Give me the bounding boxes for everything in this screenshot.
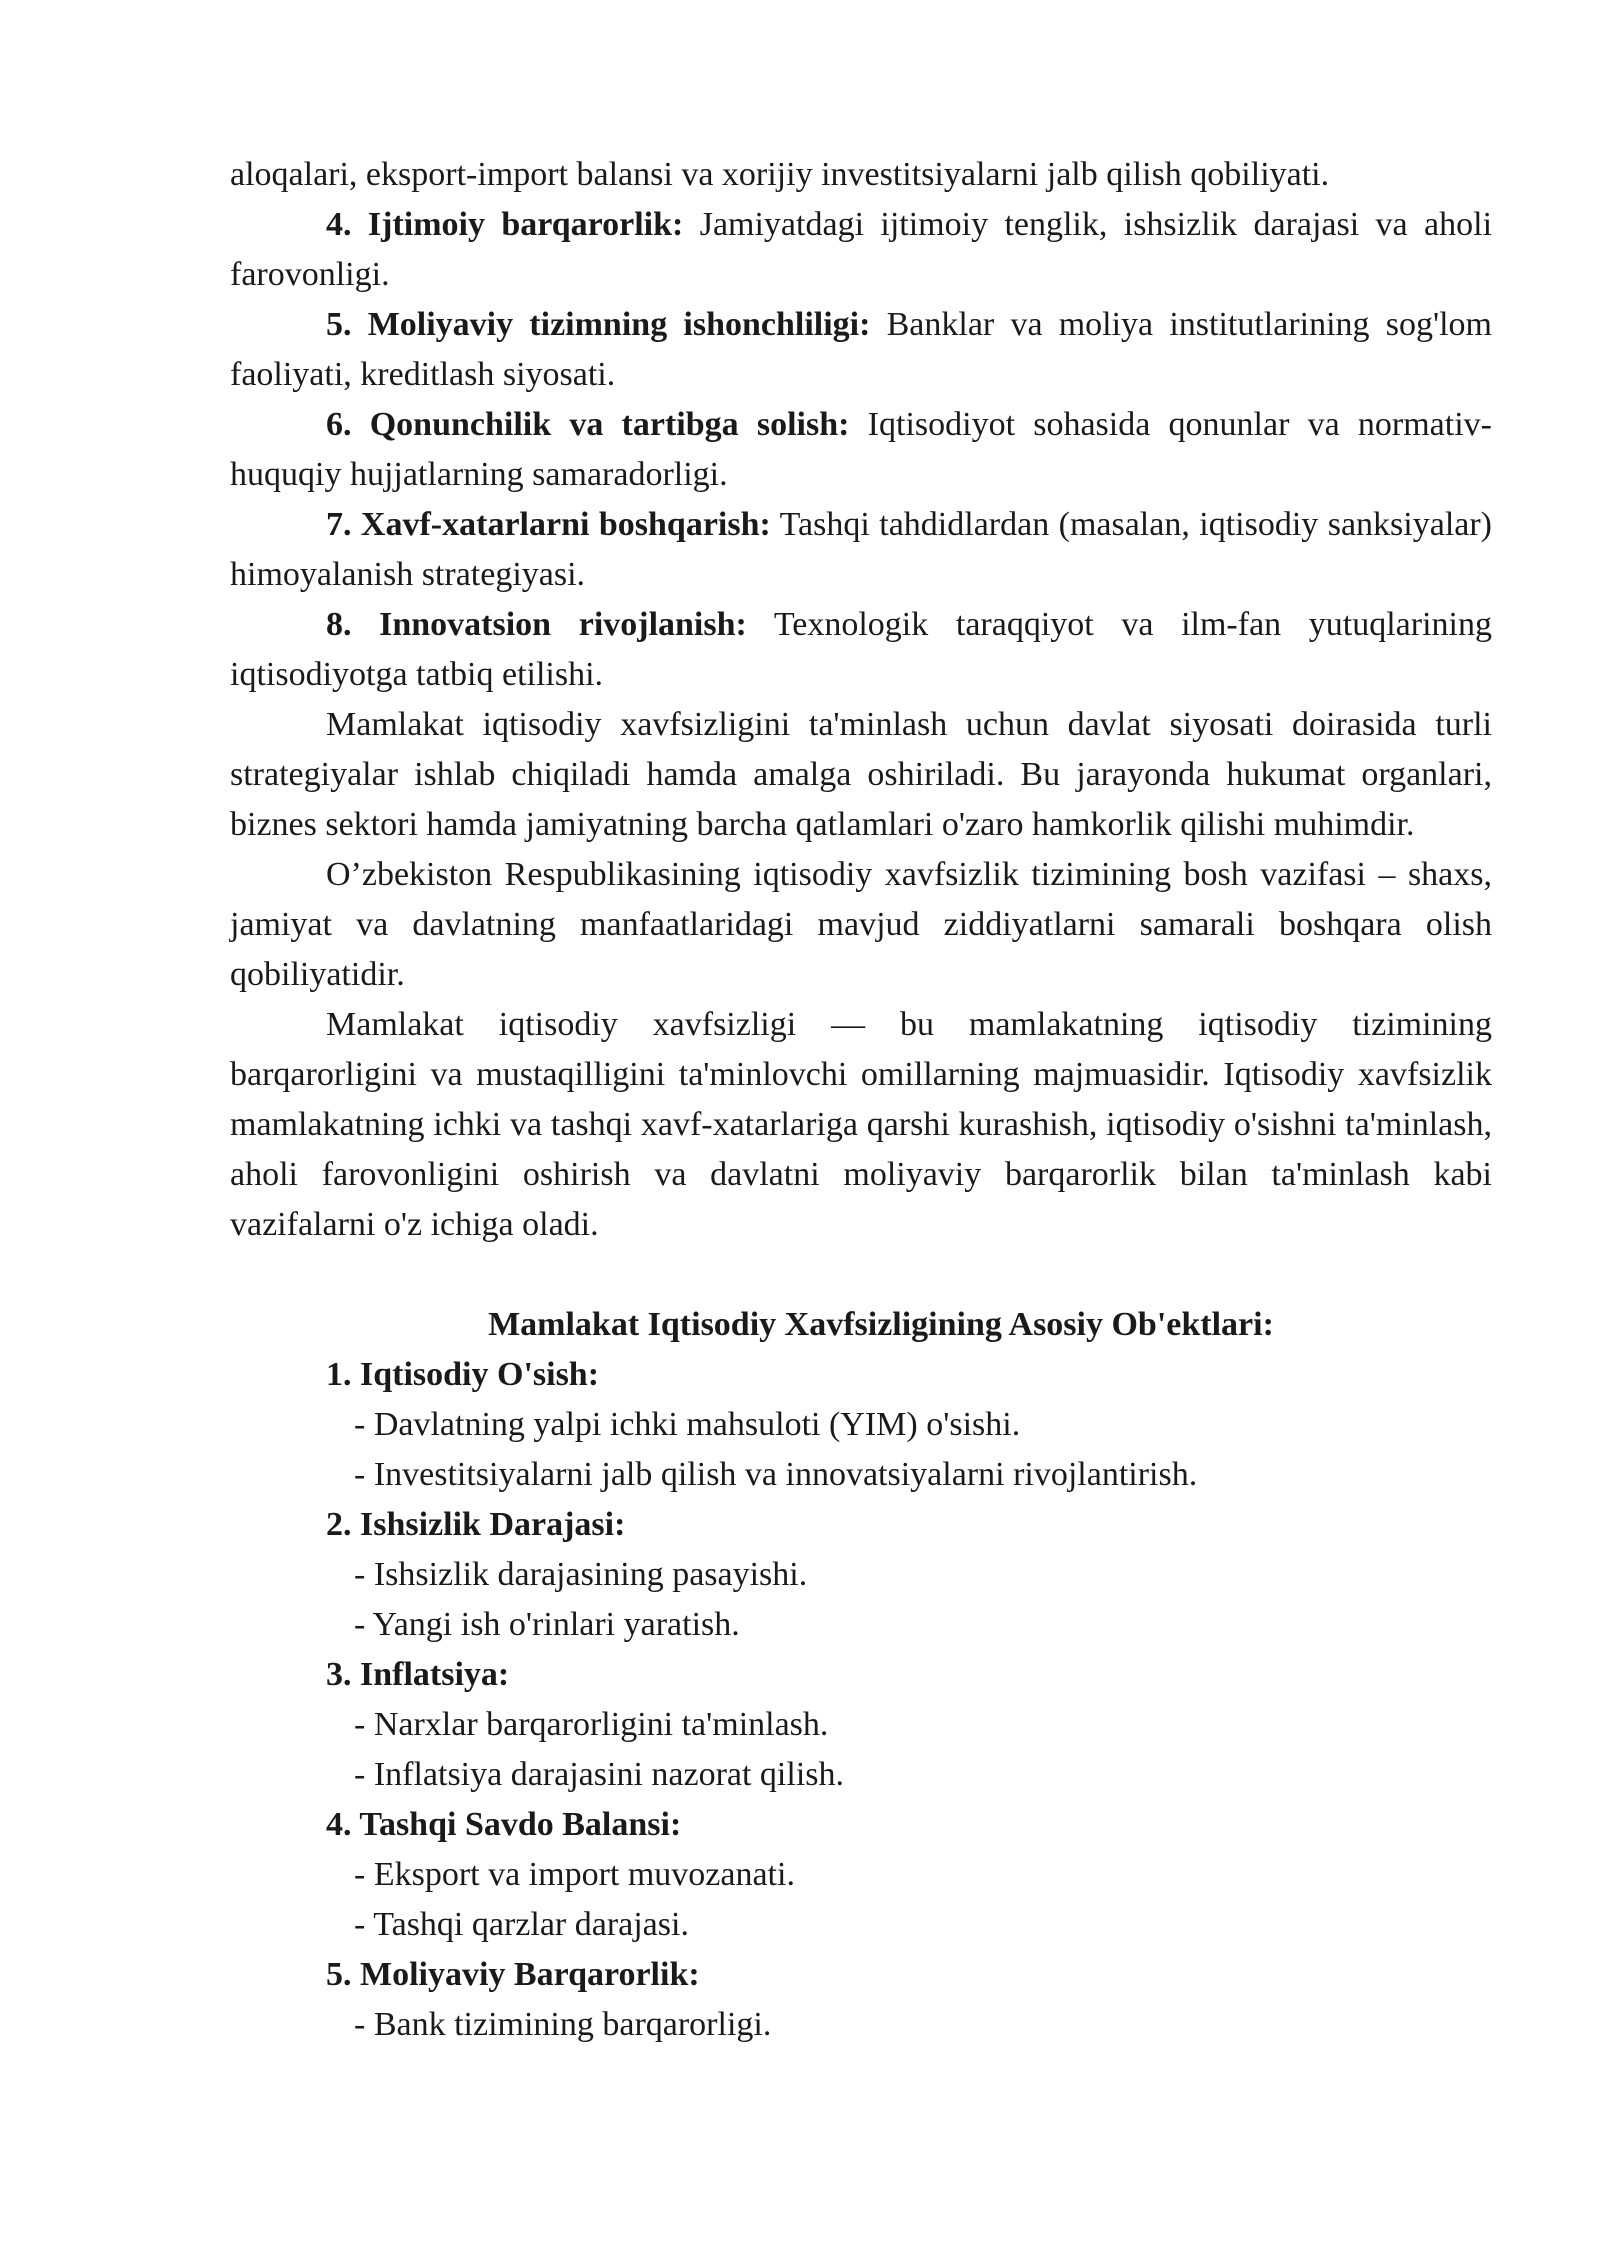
object-2-item-b: - Yangi ish o'rinlari yaratish.: [354, 1606, 740, 1643]
object-1-item-a: - Davlatning yalpi ichki mahsuloti (YIM) o'sishi.: [354, 1406, 1021, 1443]
factor-8-text: Texnologik taraqqiyot va ilm-fan yutuqlarining iqtisodiyotga tatbiq etilishi.: [230, 606, 1492, 693]
object-3-item-b: - Inflatsiya darajasini nazorat qilish.: [354, 1756, 844, 1793]
factor-6-text: Iqtisodiyot sohasida qonunlar va normativ-huquqiy hujjatlarning samaradorligi.: [230, 406, 1492, 493]
paragraph-strategy: Mamlakat iqtisodiy xavfsizligini ta'minlash uchun davlat siyosati doirasida turli strategiyalar ishlab chiqiladi hamda amalga oshiriladi. Bu jarayonda hukumat organlari, biznes sektori hamda jamiyatning barcha qatlamlari o'zaro hamkorlik qilishi muhimdir.: [230, 706, 1492, 843]
factor-5-text: Banklar va moliya institutlarining sog'lom faoliyati, kreditlash siyosati.: [230, 306, 1492, 393]
factor-8-label: 8. Innovatsion rivojlanish:: [326, 606, 747, 643]
factor-5: [230, 300, 1492, 400]
factor-7-text: Tashqi tahdidlardan (masalan, iqtisodiy sanksiyalar) himoyalanish strategiyasi.: [230, 506, 1492, 593]
object-4-title: 4. Tashqi Savdo Balansi:: [326, 1806, 682, 1843]
object-1-item-b: - Investitsiyalarni jalb qilish va innovatsiyalarni rivojlantirish.: [354, 1456, 1198, 1493]
factor-4-label: 4. Ijtimoiy barqarorlik:: [326, 206, 684, 243]
document-page: [230, 150, 1492, 2050]
section-heading: Mamlakat Iqtisodiy Xavfsizligining Asosiy Ob'ektlari:: [488, 1306, 1274, 1343]
factor-7: [230, 500, 1492, 600]
object-2-title: 2. Ishsizlik Darajasi:: [326, 1506, 626, 1543]
factor-5-label: 5. Moliyaviy tizimning ishonchliligi:: [326, 306, 871, 343]
factor-4: [230, 200, 1492, 300]
object-3-item-a: - Narxlar barqarorligini ta'minlash.: [354, 1706, 829, 1743]
paragraph-main-task: O’zbekiston Respublikasining iqtisodiy xavfsizlik tizimining bosh vazifasi – shaxs, jamiyat va davlatning manfaatlaridagi mavjud ziddiyatlarni samarali boshqara olish qobiliyatidir.: [230, 856, 1492, 993]
object-4-item-b: - Tashqi qarzlar darajasi.: [354, 1906, 689, 1943]
section-gap: [230, 1250, 1492, 1300]
object-3-title: 3. Inflatsiya:: [326, 1656, 510, 1693]
factor-7-label: 7. Xavf-xatarlarni boshqarish:: [326, 506, 771, 543]
factor-8: [230, 600, 1492, 700]
object-2-item-a: - Ishsizlik darajasining pasayishi.: [354, 1556, 808, 1593]
object-4-item-a: - Eksport va import muvozanati.: [354, 1856, 795, 1893]
paragraph-definition: Mamlakat iqtisodiy xavfsizligi — bu mamlakatning iqtisodiy tizimining barqarorligini va mustaqilligini ta'minlovchi omillarning majmuasidir. Iqtisodiy xavfsizlik mamlakatning ichki va tashqi xavf-xatarlariga qarshi kurashish, iqtisodiy o'sishni ta'minlash, aholi farovonligini oshirish va davlatni moliyaviy barqarorlik bilan ta'minlash kabi vazifalarni o'z ichiga oladi.: [230, 1006, 1492, 1243]
object-5-title: 5. Moliyaviy Barqarorlik:: [326, 1956, 700, 1993]
object-5-item-a: - Bank tizimining barqarorligi.: [354, 2006, 772, 2043]
factor-4-text: Jamiyatdagi ijtimoiy tenglik, ishsizlik darajasi va aholi farovonligi.: [230, 206, 1493, 293]
factor-6-label: 6. Qonunchilik va tartibga solish:: [326, 406, 850, 443]
factor-6: [230, 400, 1492, 500]
object-1-title: 1. Iqtisodiy O'sish:: [326, 1356, 600, 1393]
paragraph-continuation: aloqalari, eksport-import balansi va xorijiy investitsiyalarni jalb qilish qobiliyati.: [230, 156, 1330, 193]
